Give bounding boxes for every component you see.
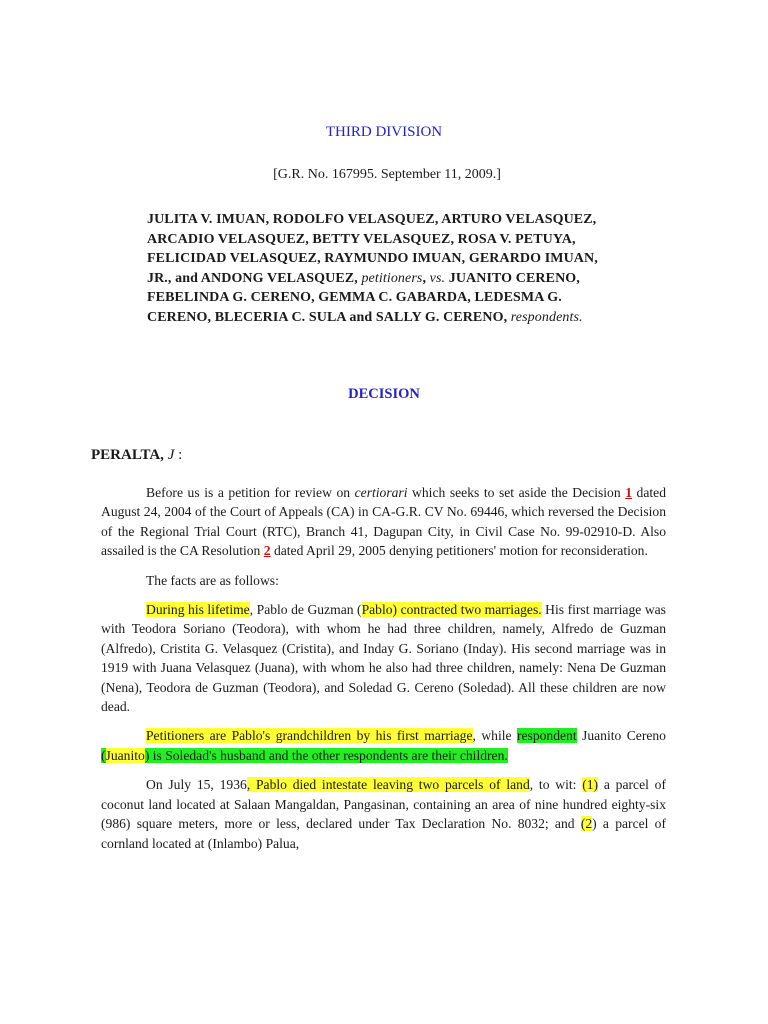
division-heading: THIRD DIVISION (325, 124, 443, 140)
respondents-label: respondents. (510, 309, 583, 325)
highlight-green: respondent (516, 728, 577, 744)
paragraph-5 (101, 775, 666, 853)
paragraph-4 (101, 726, 666, 765)
paragraph-2: The facts are as follows: (146, 572, 279, 588)
case-number: [G.R. No. 167995. September 11, 2009.] (273, 167, 501, 182)
highlight-yellow: Petitioners are Pablo's grandchildren by his first marriage (146, 728, 473, 744)
text-span: a parcel of coconut land located at Salaan Mangaldan, Pangasinan, containing an area of nine hundred eighty-six (986) square meters, more or less, declared under Tax Declaration No. 8032; and (101, 777, 666, 832)
highlight-yellow: , Pablo died intestate leaving two parcels of land (246, 777, 530, 793)
paragraph-3 (101, 600, 666, 716)
paragraph-1 (101, 483, 666, 561)
footnote-link-2[interactable]: 2 (263, 543, 271, 559)
decision-title: DECISION (348, 386, 420, 402)
highlight-yellow: Juanito (105, 747, 145, 763)
text-span: dated April 29, 2005 denying petitioners' motion for reconsideration. (270, 543, 648, 559)
text-span: His first marriage was with Teodora Soriano (Teodora), with whom he had three children, namely, Alfredo de Guzman (Alfredo), Cristita G. Velasquez (Cristita), and Inday G. Soriano (Inday). His second marriage was in 1919 with Juana Velasquez (Juana), with whom he also had three children, namely: Nena De Guzman (Nena), Teodora de Guzman (Teodora), and Soledad G. Cereno (Soledad). All these children are now dead. (101, 602, 666, 715)
text-span: Before us is a petition for review on (146, 485, 355, 500)
text-span: Juanito Cereno (576, 728, 666, 744)
ponente-suffix: : (178, 447, 183, 463)
text-span: , while (472, 728, 517, 744)
highlight-yellow: During his lifetime (146, 602, 250, 618)
text-span: dated August 24, 2004 of the Court of Appeals (CA) in CA-G.R. CV No. 69446, which reversed the Decision of the Regional Trial Court (RTC), Branch 41, Dagupan City, in Civil Case No. 99-02910-D. Also assailed is the CA Resolution (101, 485, 666, 559)
respondents-names: JUANITO CERENO, FEBELINDA G. CERENO, GEMMA C. GABARDA, LEDESMA G. CERENO, BLECERIA C. SULA and SALLY G. CERENO (147, 270, 580, 325)
highlight-yellow: (2 (580, 816, 593, 832)
text-span: which seeks to set aside the Decision (407, 485, 626, 500)
highlight-green: ) is Soledad's husband and the other respondents are their children. (144, 747, 508, 763)
text-span: On July 15, 1936 (146, 777, 247, 793)
italic-term: certiorari (354, 485, 408, 500)
decision-body (101, 483, 666, 863)
ponente-line (91, 447, 182, 464)
petitioners-names: JULITA V. IMUAN, RODOLFO VELASQUEZ, ARTURO VELASQUEZ, ARCADIO VELASQUEZ, BETTY VELASQUEZ, ROSA V. PETUYA, FELICIDAD VELASQUEZ, RAYMUNDO IMUAN, GERARDO IMUAN, JR., and ANDONG VELASQUEZ (147, 212, 598, 286)
highlight-yellow: (1) (582, 777, 599, 793)
text-span: , Pablo de Guzman ( (249, 602, 362, 618)
text-span: , to wit: (529, 777, 583, 793)
petitioners-label: petitioners (361, 270, 423, 286)
vs-label: vs. (429, 270, 446, 286)
text-span: ) a parcel of cornland located at (Inlambo) Palua, (101, 816, 667, 851)
highlight-yellow: Pablo) contracted two marriages. (361, 602, 542, 618)
ponente-title: J (167, 447, 175, 463)
ponente-name: PERALTA, (91, 447, 164, 463)
highlight-green: ( (101, 747, 106, 763)
case-parties: JULITA V. IMUAN, RODOLFO VELASQUEZ, ARTURO VELASQUEZ, ARCADIO VELASQUEZ, BETTY VELASQUEZ, ROSA V. PETUYA, FELICIDAD VELASQUEZ, RAYMUNDO IMUAN, GERARDO IMUAN, JR., and ANDONG VELASQUEZ, petitioners, vs. JUANITO CERENO, FEBELINDA G. CERENO, GEMMA C. GABARDA, LEDESMA G. CERENO, BLECERIA C. SULA and SALLY G. CERENO, respondents. (147, 212, 598, 325)
footnote-link-1[interactable]: 1 (625, 485, 632, 500)
